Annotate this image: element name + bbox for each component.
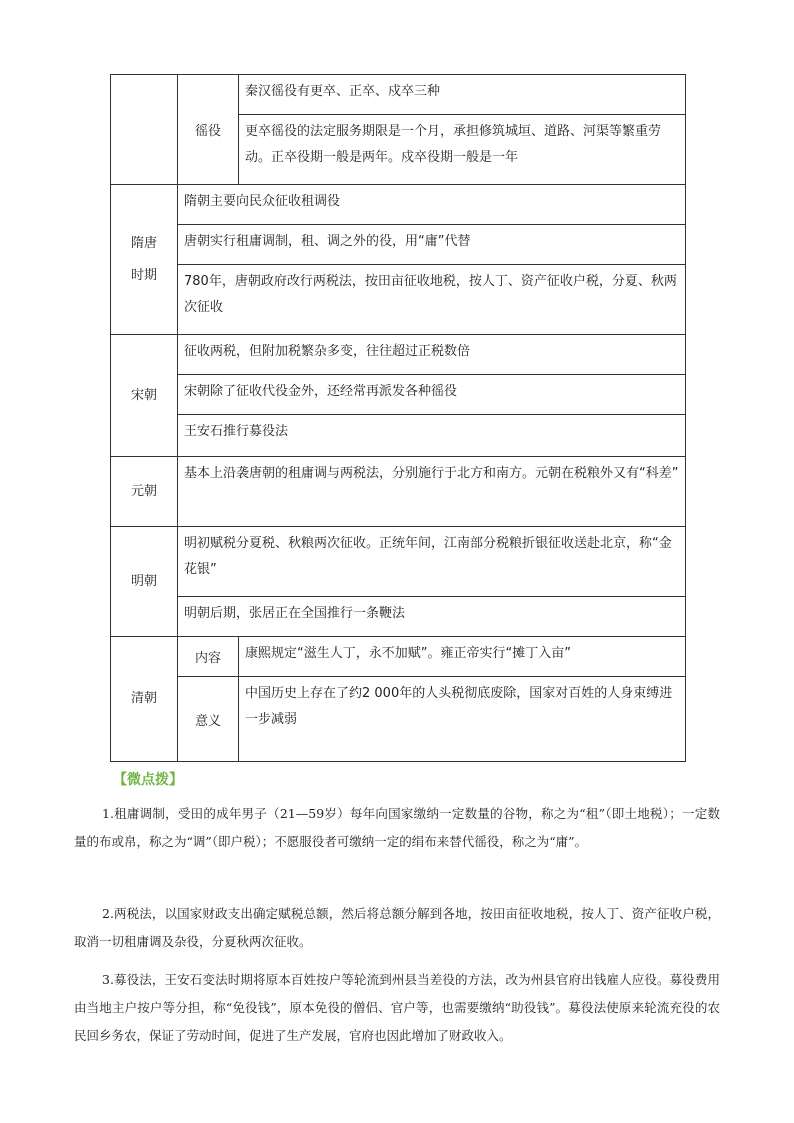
era-label-line: 隋唐	[130, 235, 157, 251]
era-cell-blank	[111, 75, 178, 185]
table-cell: 康熙规定“滋生人丁，永不加赋”。雍正帝实行“摊丁入亩”	[239, 637, 686, 677]
table-cell: 唐朝实行租庸调制，租、调之外的役，用“庸”代替	[178, 225, 686, 265]
table-cell: 明朝后期，张居正在全国推行一条鞭法	[178, 597, 686, 637]
table-row	[111, 225, 686, 265]
table-cell: 中国历史上存在了约2 000年的人头税彻底废除，国家对百姓的人身束缚进一步减弱	[239, 677, 686, 762]
sub-label-corvee: 徭役	[178, 75, 239, 185]
table-cell: 明初赋税分夏税、秋粮两次征收。正统年间，江南部分税粮折银征收送赴北京，称“金花银”	[178, 527, 686, 597]
table-row	[111, 677, 686, 762]
era-label-yuan: 元朝	[111, 457, 178, 527]
table-cell: 秦汉徭役有更卒、正卒、戍卒三种	[239, 75, 686, 115]
era-label-qing: 清朝	[111, 637, 178, 762]
table-row	[111, 265, 686, 335]
table-row	[111, 415, 686, 457]
table-cell: 基本上沿袭唐朝的租庸调与两税法，分别施行于北方和南方。元朝在税粮外又有“科差”	[178, 457, 686, 527]
table-row	[111, 375, 686, 415]
tips-heading: 【微点拨】	[113, 772, 183, 788]
table-row	[111, 527, 686, 597]
tip-paragraph-2: 2.两税法，以国家财政支出确定赋税总额，然后将总额分解到各地，按田亩征收地税，按人丁、资产征收户税，取消一切租庸调及杂役，分夏秋两次征收。	[74, 906, 720, 949]
table-row	[111, 335, 686, 375]
tip-paragraph-1: 1.租庸调制，受田的成年男子（21—59岁）每年向国家缴纳一定数量的谷物，称之为“租”（即土地税）；一定数量的布或帛，称之为“调”（即户税）；不愿服役者可缴纳一定的绢布来替代徭役，称之为“庸”。	[74, 806, 720, 849]
era-label-line: 时期	[130, 267, 157, 283]
table-cell: 王安石推行募役法	[178, 415, 686, 457]
era-label-suitang	[111, 185, 178, 335]
table-row	[111, 75, 686, 115]
table-cell: 更卒徭役的法定服务期限是一个月，承担修筑城垣、道路、河渠等繁重劳动。正卒役期一般是两年。戍卒役期一般是一年	[239, 115, 686, 185]
sub-label-content: 内容	[178, 637, 239, 677]
table-row	[111, 185, 686, 225]
era-label-song: 宋朝	[111, 335, 178, 457]
tip-paragraph-3: 3.募役法，王安石变法时期将原本百姓按户等轮流到州县当差役的方法，改为州县官府出钱雇人应役。募役费用由当地主户按户等分担，称“免役钱”，原本免役的僧侣、官户等，也需要缴纳“助役钱”。募役法使原来轮流充役的农民回乡务农，保证了劳动时间，促进了生产发展，官府也因此增加了财政收入。	[74, 972, 720, 1043]
sub-label-significance: 意义	[178, 677, 239, 762]
table-row	[111, 597, 686, 637]
table-cell: 征收两税，但附加税繁杂多变，往往超过正税数倍	[178, 335, 686, 375]
era-label-ming: 明朝	[111, 527, 178, 637]
table-row	[111, 457, 686, 527]
table-cell: 宋朝除了征收代役金外，还经常再派发各种徭役	[178, 375, 686, 415]
table-row	[111, 637, 686, 677]
table-cell: 隋朝主要向民众征收租调役	[178, 185, 686, 225]
tax-history-table	[110, 74, 686, 762]
table-cell: 780年，唐朝政府改行两税法，按田亩征收地税，按人丁、资产征收户税，分夏、秋两次征收	[178, 265, 686, 335]
